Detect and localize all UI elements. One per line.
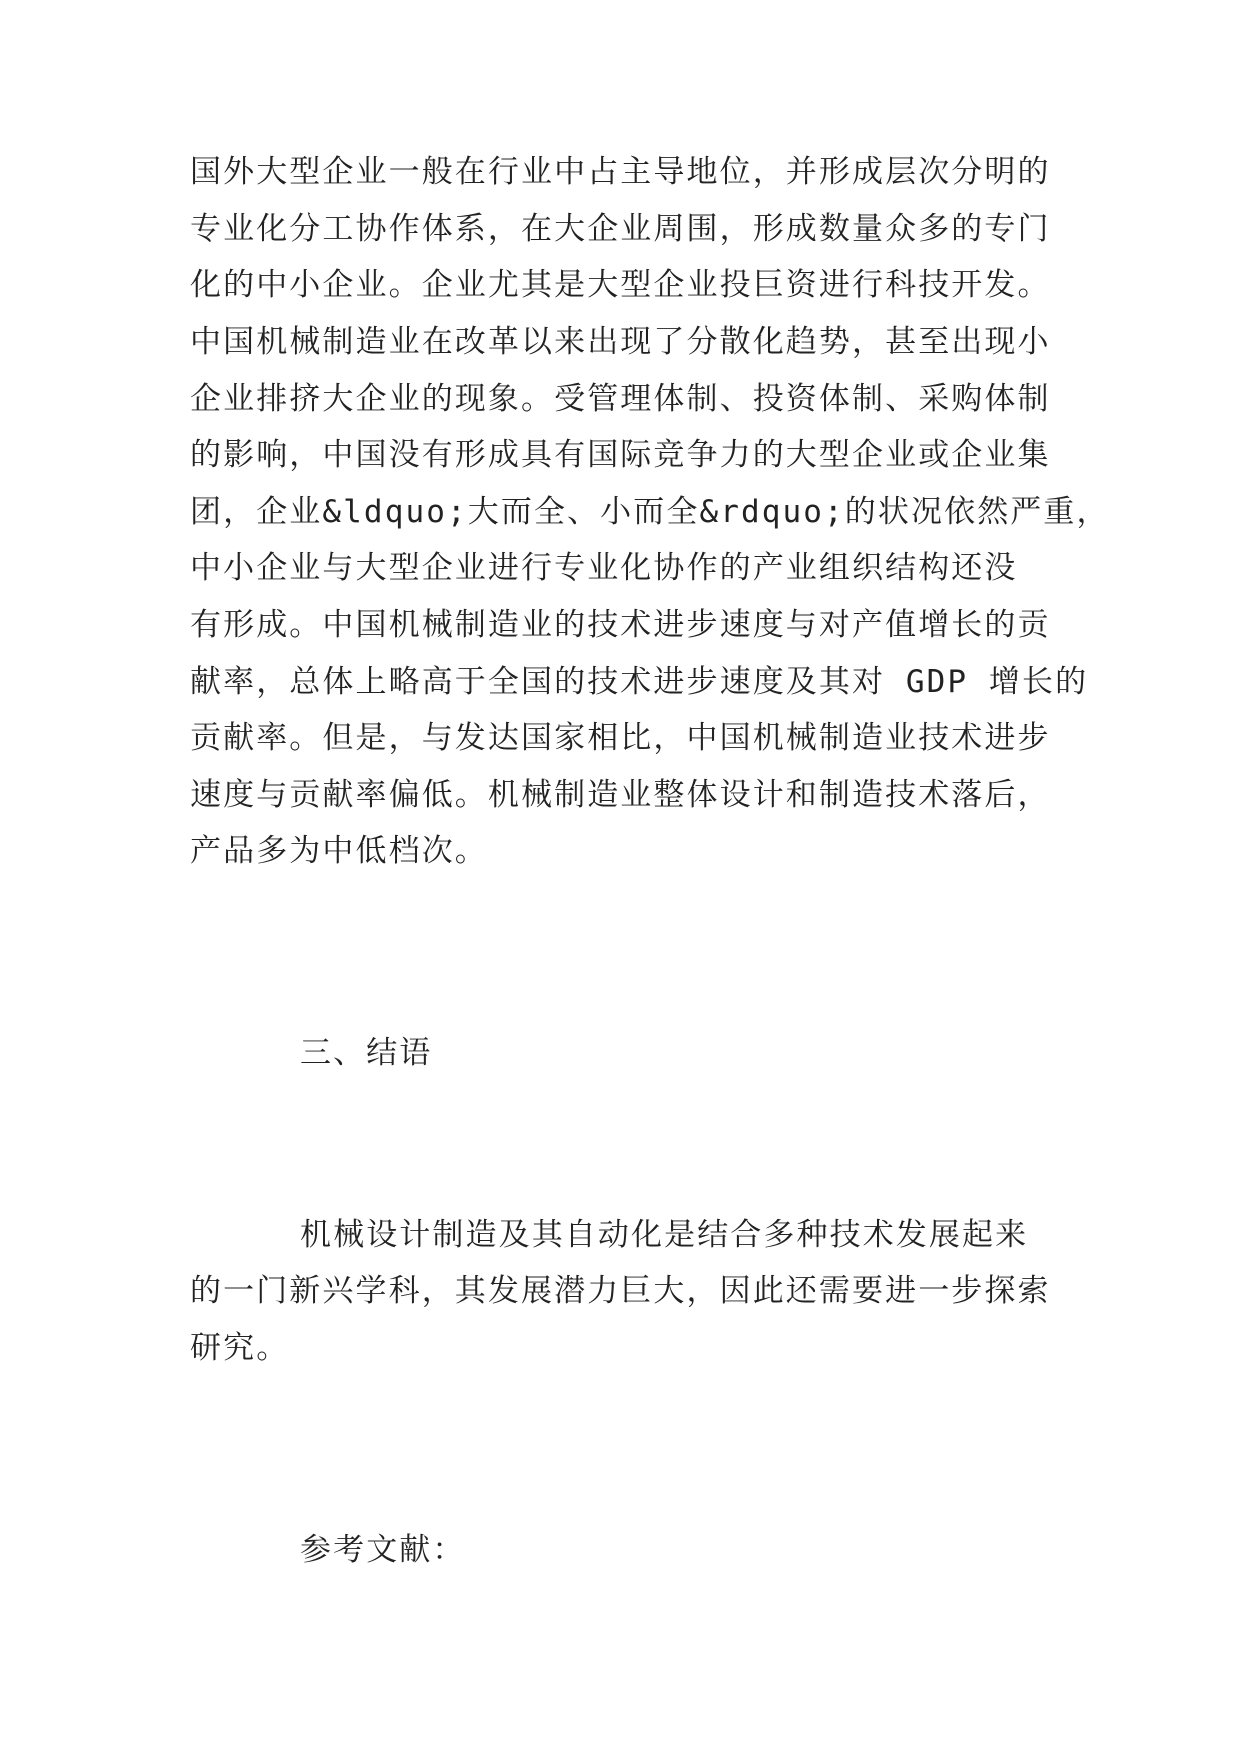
conclusion-line-3: 研究。: [190, 1330, 290, 1366]
paragraph-1-line-1: 国外大型企业一般在行业中占主导地位，并形成层次分明的: [190, 154, 1051, 190]
references-heading: 参考文献：: [300, 1532, 466, 1568]
paragraph-1-line-12: 速度与贡献率偏低。机械制造业整体设计和制造技术落后，: [190, 777, 1051, 813]
paragraph-1-line-6: 的影响，中国没有形成具有国际竞争力的大型企业或企业集: [190, 437, 1051, 473]
paragraph-1-line-4: 中国机械制造业在改革以来出现了分散化趋势，甚至出现小: [190, 324, 1051, 360]
paragraph-1-line-11: 贡献率。但是，与发达国家相比，中国机械制造业技术进步: [190, 720, 1051, 756]
paragraph-1-line-3: 化的中小企业。企业尤其是大型企业投巨资进行科技开发。: [190, 267, 1051, 303]
paragraph-1-line-5: 企业排挤大企业的现象。受管理体制、投资体制、采购体制: [190, 381, 1051, 417]
conclusion-line-2: 的一门新兴学科，其发展潜力巨大，因此还需要进一步探索: [190, 1273, 1051, 1309]
paragraph-1-line-13: 产品多为中低档次。: [190, 833, 488, 869]
section-heading: 三、结语: [300, 1035, 433, 1071]
conclusion-line-1: 机械设计制造及其自动化是结合多种技术发展起来: [300, 1217, 1029, 1253]
paragraph-1-line-10: 献率，总体上略高于全国的技术进步速度及其对 GDP 增长的: [190, 664, 1089, 700]
paragraph-1-line-9: 有形成。中国机械制造业的技术进步速度与对产值增长的贡: [190, 607, 1051, 643]
paragraph-1-line-2: 专业化分工协作体系，在大企业周围，形成数量众多的专门: [190, 211, 1051, 247]
paragraph-1-line-8: 中小企业与大型企业进行专业化协作的产业组织结构还没: [190, 550, 1018, 586]
paragraph-1-line-7: 团，企业&ldquo;大而全、小而全&rdquo;的状况依然严重，: [190, 494, 1110, 530]
